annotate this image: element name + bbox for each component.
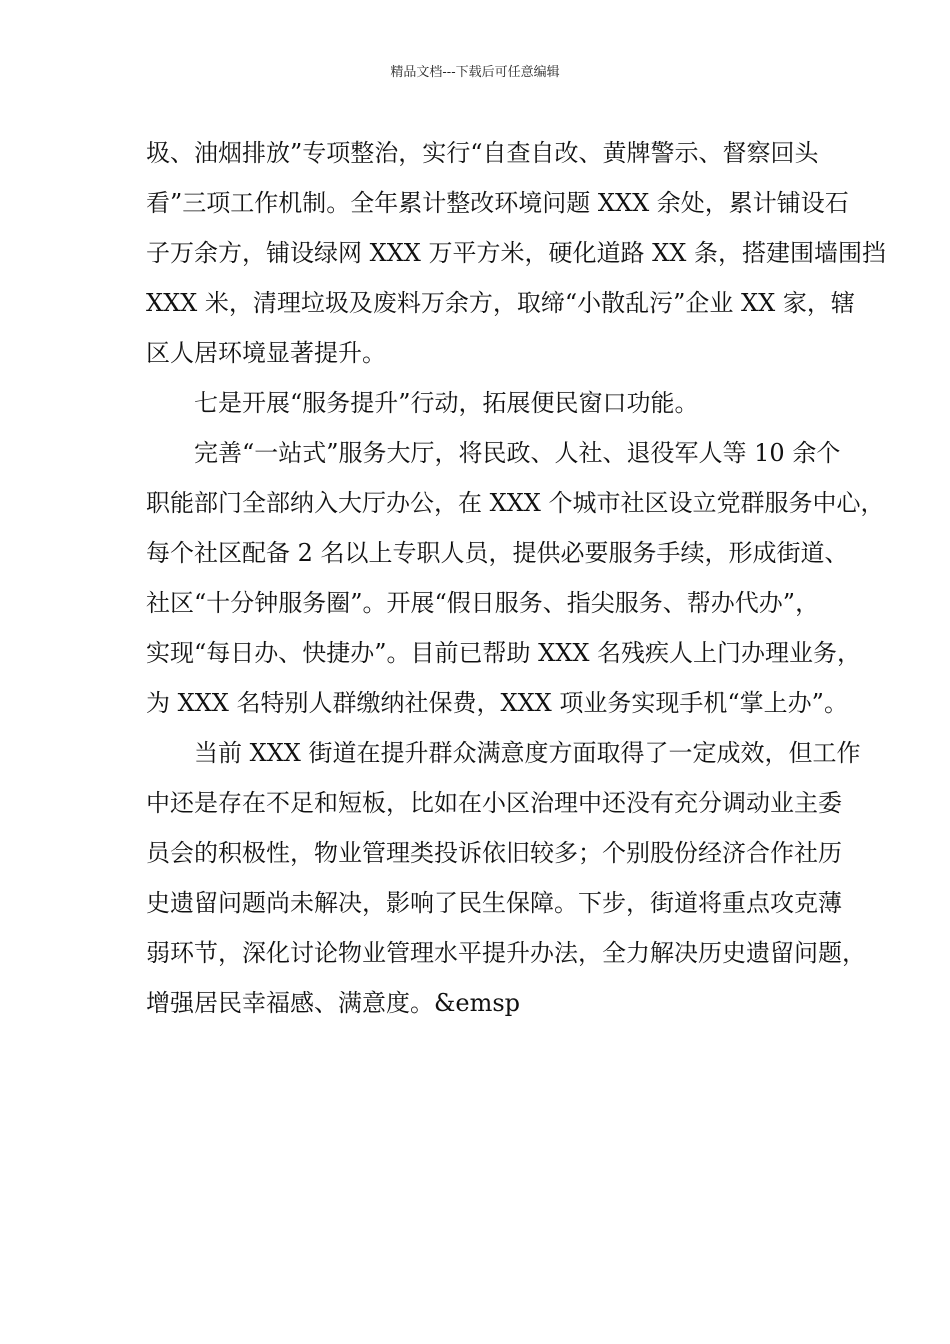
text-line: 子万余方，铺设绿网 XXX 万平方米，硬化道路 XX 条，搭建围墙围挡 [146,239,886,267]
text-line: 中还是存在不足和短板，比如在小区治理中还没有充分调动业主委 [146,789,842,817]
text-line: 弱环节，深化讨论物业管理水平提升办法，全力解决历史遗留问题， [146,939,866,967]
text-line: 职能部门全部纳入大厅办公，在 XXX 个城市社区设立党群服务中心， [146,489,885,517]
page-header: 精品文档---下载后可任意编辑 [390,65,560,80]
text-line: 当前 XXX 街道在提升群众满意度方面取得了一定成效，但工作 [194,739,861,767]
text-line: 看”三项工作机制。全年累计整改环境问题 XXX 余处，累计铺设石 [146,189,849,217]
text-line: 社区“十分钟服务圈”。开展“假日服务、指尖服务、帮办代办”， [146,589,820,617]
text-line: 区人居环境显著提升。 [146,339,386,367]
text-line: 增强居民幸福感、满意度。&emsp [146,989,521,1017]
section-heading: 七是开展“服务提升”行动，拓展便民窗口功能。 [194,389,699,417]
text-line: 每个社区配备 2 名以上专职人员，提供必要服务手续，形成街道、 [146,539,849,567]
text-line: 员会的积极性，物业管理类投诉依旧较多；个别股份经济合作社历 [146,839,842,867]
text-line: 实现“每日办、快捷办”。目前已帮助 XXX 名残疾人上门办理业务， [146,639,862,667]
text-line: XXX 米，清理垃圾及废料万余方，取缔“小散乱污”企业 XX 家，辖 [146,289,855,317]
text-line: 史遗留问题尚未解决，影响了民生保障。下步，街道将重点攻克薄 [146,889,842,917]
text-line: 圾、油烟排放”专项整治，实行“自查自改、黄牌警示、督察回头 [146,139,819,167]
text-line: 完善“一站式”服务大厅，将民政、人社、退役军人等 10 余个 [194,439,841,467]
text-line: 为 XXX 名特别人群缴纳社保费，XXX 项业务实现手机“掌上办”。 [146,689,848,717]
